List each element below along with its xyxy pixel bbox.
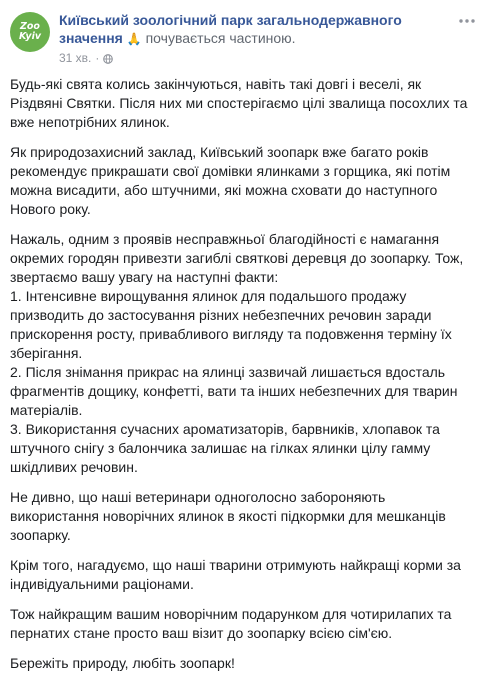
post-paragraph: 1. Інтенсивне вирощування ялинок для подальшого продажу призводить до застосування різних небезпечних речовин заради прискорення росту, привабливого вигляду та подовження терміну їх зберігання. [10,288,452,361]
post-paragraph: 3. Використання сучасних ароматизаторів, барвників, хлопавок та штучного снігу з балончика залишає на гілках ялинки цілу гамму шкідливих речовин. [10,421,440,475]
post-paragraph: Нажаль, одним з проявів несправжньої благодійності є намагання окремих городян привезти загиблі святкові деревця до зоопарку. Тож, звертаємо вашу увагу на наступні факти: [10,231,464,285]
avatar-line-2: Kyiv [18,31,42,42]
post-paragraph: Як природозахисний заклад, Київський зоопарк вже багато років рекомендує прикрашати свої домівки ялинками з горщика, які потім можна висадити, або штучними, які можна сховати до наступного Нового року. [10,144,451,217]
post-paragraph: 2. Після знімання прикрас на ялинці зазвичай лишається вдосталь фрагментів дощику, конфетті, вати та інших небезпечних для тварин матеріалів. [10,364,458,418]
ellipsis-icon[interactable] [455,12,479,30]
timestamp-link[interactable]: 31 хв. [59,51,92,65]
globe-icon[interactable] [103,53,113,63]
avatar[interactable] [10,12,50,52]
page-title-line [59,11,455,48]
header-text [59,10,455,65]
post-meta: 31 хв. · [59,51,455,65]
post-header [10,10,479,70]
post-body [10,75,479,673]
page-name-link[interactable]: Київський зоологічний парк загальнодержавного значення [59,12,402,46]
feeling-text: почувається частиною. [145,30,296,46]
post-paragraph: Не дивно, що наші ветеринари одноголосно забороняють використання новорічних ялинок в якості підкормки для мешканців зоопарку. [10,489,446,543]
avatar-line-1: Zoo [20,21,40,32]
post-paragraph: Будь-які свята колись закінчуються, навіть такі довгі і веселі, як Різдвяні Святки. Після них ми спостерігаємо цілі звалища посохлих та вже непотрібних ялинок. [10,76,468,130]
post-paragraph: Бережіть природу, любіть зоопарк! [10,655,235,671]
post-paragraph: Крім того, нагадуємо, що наші тварини отримують найкращі корми за індивідуальними раціонами. [10,557,461,592]
feeling-emoji: 🙏 [126,32,142,46]
post-paragraph: Тож найкращим вашим новорічним подарунком для чотирилапих та пернатих стане просто ваш візит до зоопарку всією сім'єю. [10,606,452,641]
